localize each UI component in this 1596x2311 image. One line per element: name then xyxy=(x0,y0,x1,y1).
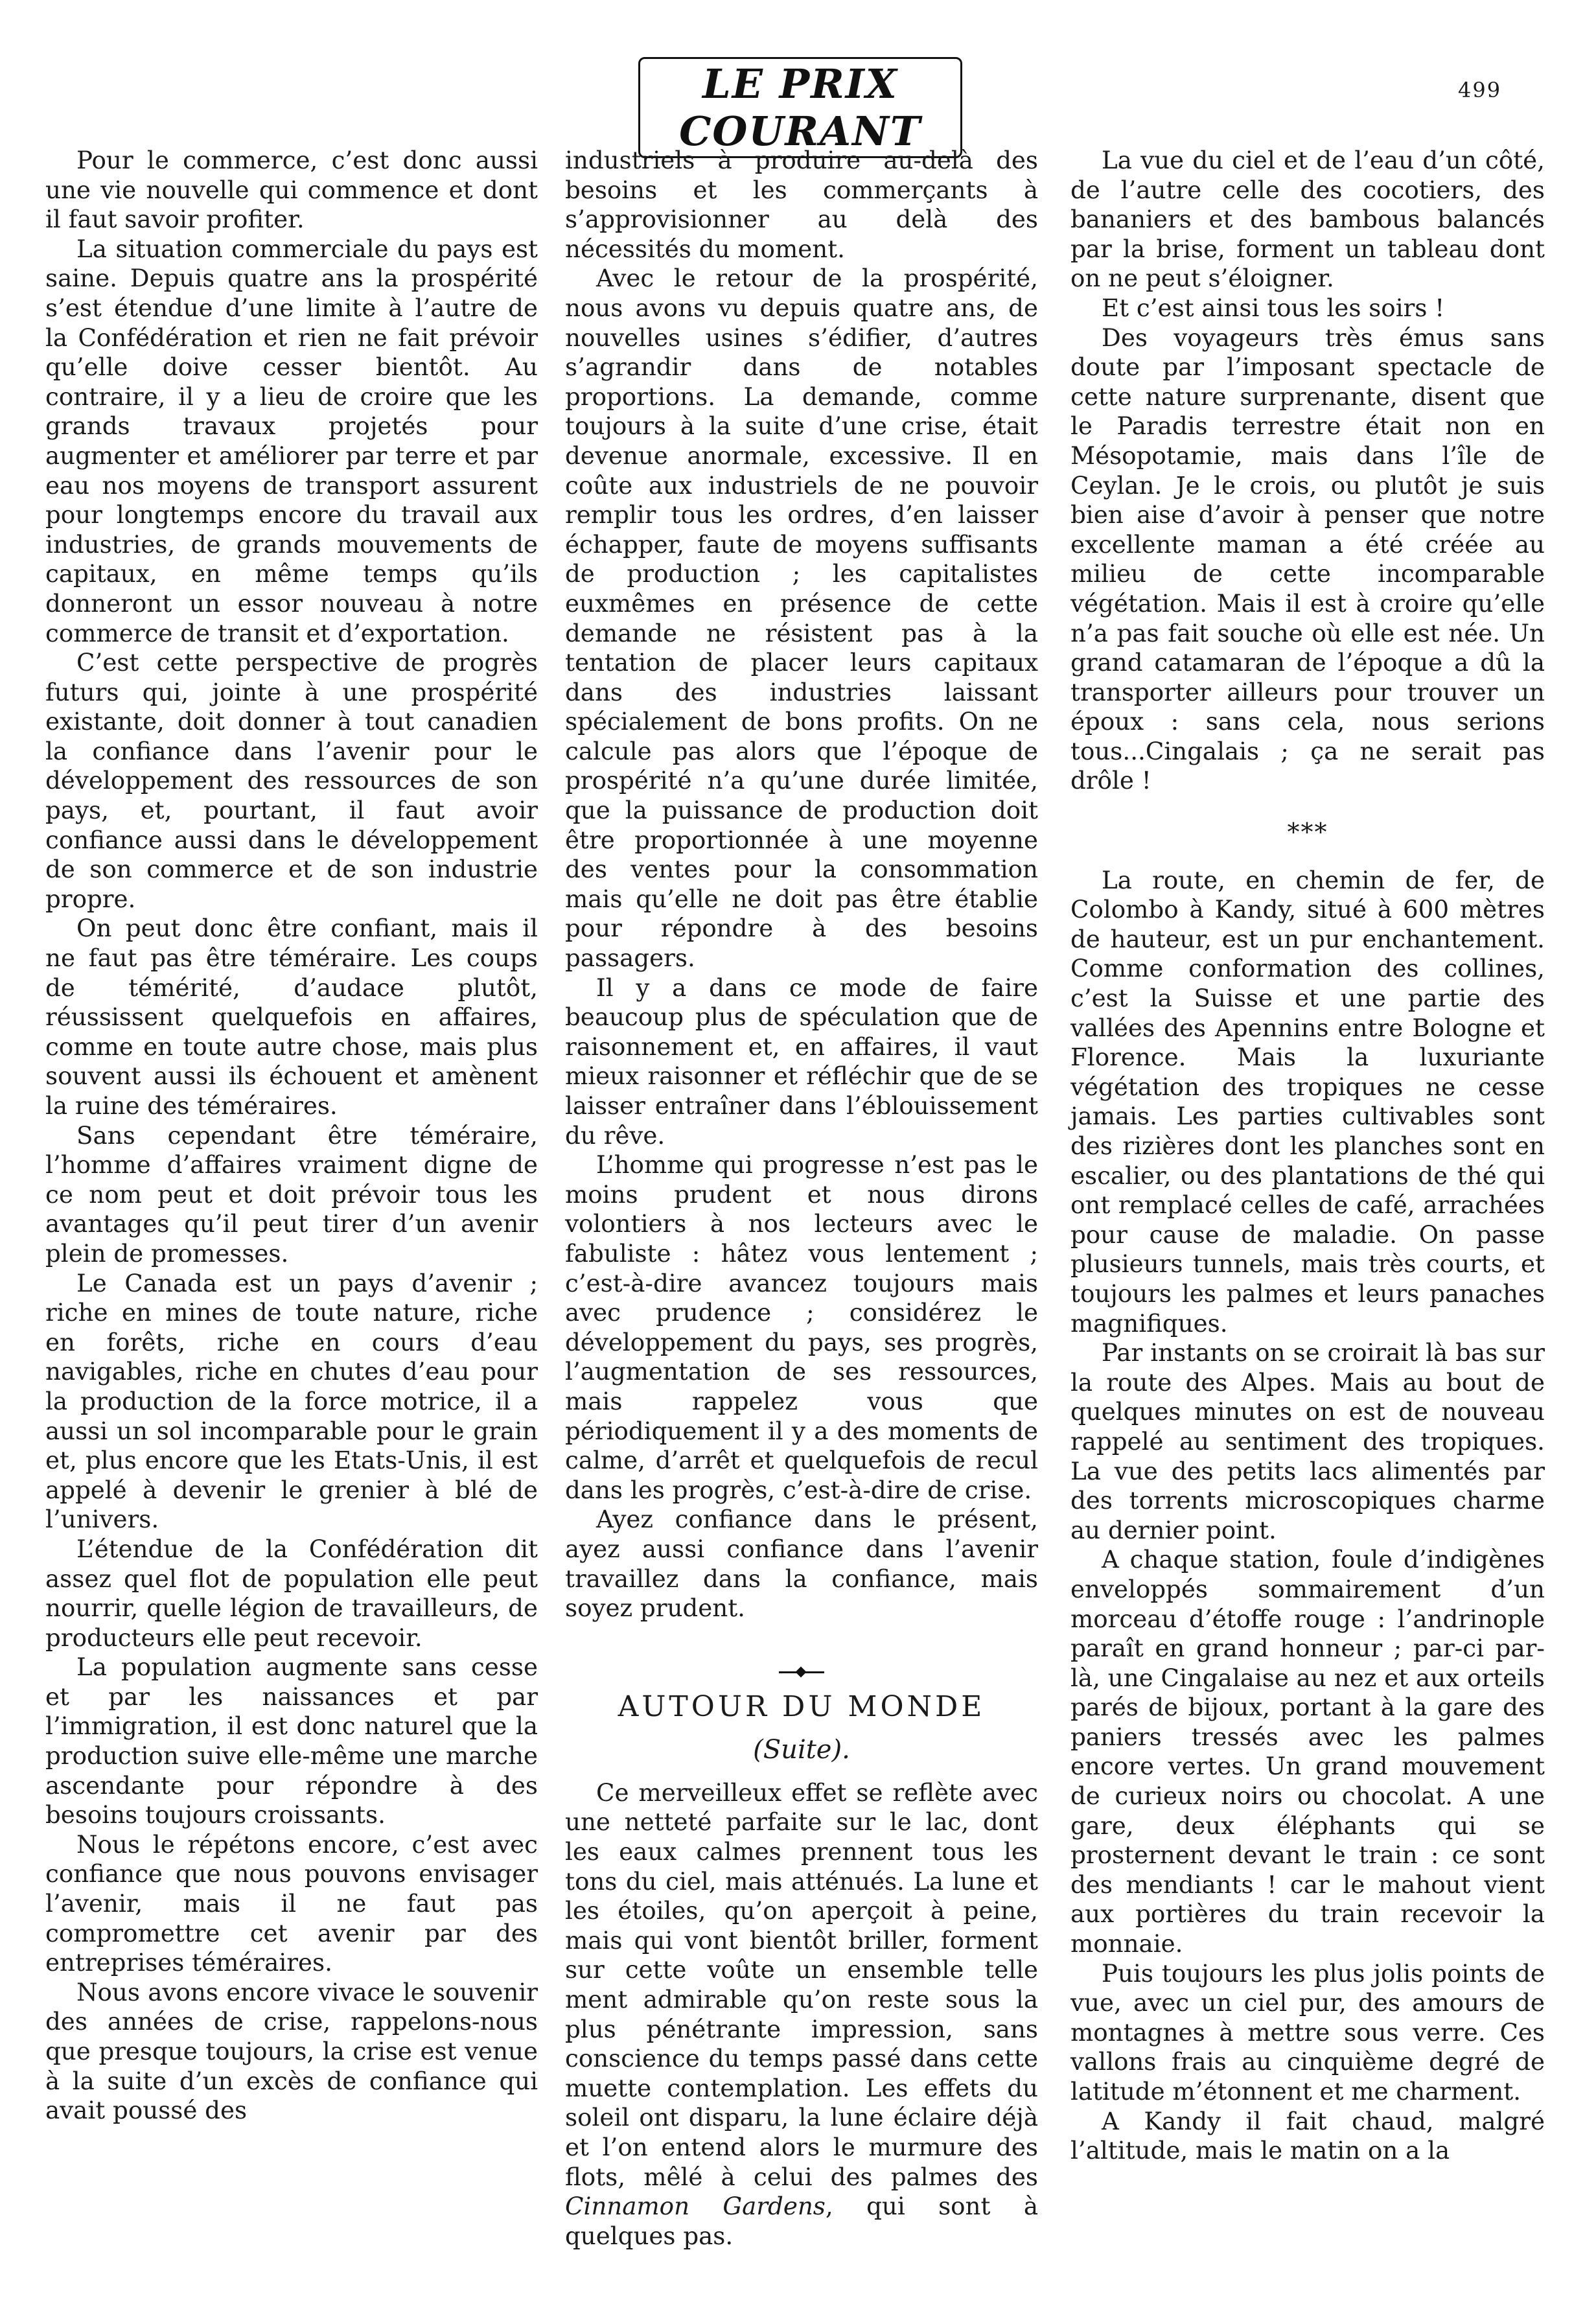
paragraph: industriels à produire au-delà des besoins et les commerçants à s’approvisionner au delà des nécessités du moment. xyxy=(565,146,1038,263)
section-subtitle: (Suite). xyxy=(753,1735,850,1765)
section-divider xyxy=(565,1656,1038,1664)
paragraph: Avec le retour de la prospérité, nous avons vu depuis quatre ans, de nouvelles usines s’édifier, d’autres s’agrandir dans de notables proportions. La demande, comme toujours à la suite d’une crise, était devenue anormale, excessive. Il en coûte aux industriels de ne pouvoir remplir tous les ordres, d’en laisser échapper, faute de moyens suffisants de production ; les capitalistes euxmêmes en présence de cette demande ne résistent pas à la tentation de placer leurs capitaux dans des industries laissant spécialement de bons profits. On ne calcule pas alors que l’époque de prospérité n’a qu’une durée limitée, que la puissance de production doit être proportionnée à une moyenne des ventes pour la consommation mais qu’elle ne doit pas être établie pour répondre à des besoins passagers. xyxy=(565,264,1038,973)
page-number: 499 xyxy=(1458,78,1502,102)
paragraph: Le Canada est un pays d’avenir ; riche en mines de toute nature, riche en forêts, riche en cours d’eau navigables, riche en chutes d’eau pour la production de la force motrice, il a aussi un sol incomparable pour le grain et, plus encore que les Etats-Unis, il est appelé à devenir le grenier à blé de l’univers. xyxy=(45,1268,538,1534)
asterism: *** xyxy=(1287,818,1328,847)
paragraph-text: , qui sont à quelques pas. xyxy=(565,2192,1038,2250)
paragraph xyxy=(565,1778,1038,2251)
paragraph: Ayez confiance dans le présent, ayez aussi confiance dans l’avenir travaillez dans la confiance, mais soyez prudent. xyxy=(565,1505,1038,1623)
paragraph: A chaque station, foule d’indigènes enveloppés sommairement d’un morceau d’étoffe rouge : l’andrinople paraît en grand honneur ; par-ci par-là, une Cingalaise au nez et aux orteils parés de bijoux, portant à la gare des paniers tressés avec les palmes encore vertes. Un grand mouvement de curieux noirs ou chocolat. A une gare, deux éléphants qui se prosternent devant le train : ce sont des mendiants ! car le mahout vient aux portières du train recevoir la monnaie. xyxy=(1070,1545,1545,1958)
paragraph: Par instants on se croirait là bas sur la route des Alpes. Mais au bout de quelques minutes on est de nouveau rappelé au sentiment des tropiques. La vue des petits lacs alimentés par des torrents microscopiques charme au dernier point. xyxy=(1070,1338,1545,1544)
column-left xyxy=(45,146,538,2126)
masthead xyxy=(638,57,962,155)
paragraph: Sans cependant être téméraire, l’homme d’affaires vraiment digne de ce nom peut et doit prévoir tous les avantages qu’il peut tirer d’un avenir plein de promesses. xyxy=(45,1121,538,1268)
paragraph: Et c’est ainsi tous les soirs ! xyxy=(1102,293,1445,322)
paragraph: Nous le répétons encore, c’est avec confiance que nous pouvons envisager l’avenir, mais il ne faut pas compromettre cet avenir par des entreprises téméraires. xyxy=(45,1829,538,1977)
column-right xyxy=(1070,146,1545,2166)
paragraph: La population augmente sans cesse et par les naissances et par l’immigration, il est donc naturel que la production suive elle-même une marche ascendante pour répondre à des besoins toujours croissants. xyxy=(45,1653,538,1829)
place-name: Cinnamon Gardens xyxy=(565,2192,826,2221)
paragraph: La situation commerciale du pays est saine. Depuis quatre ans la prospérité s’est étendue d’une limite à l’autre de la Confédération et rien ne fait prévoir qu’elle doive cesser bientôt. Au contraire, il y a lieu de croire que les grands travaux projetés pour augmenter et améliorer par terre et par eau nos moyens de transport assurent pour longtemps encore du travail aux industries, de grands mouvements de capitaux, en même temps qu’ils donneront un essor nouveau à notre commerce de transit et d’exportation. xyxy=(45,234,538,647)
paragraph: A Kandy il fait chaud, malgré l’altitude, mais le matin on a la xyxy=(1070,2106,1545,2165)
paragraph: Des voyageurs très émus sans doute par l’imposant spectacle de cette nature surprenante, disent que le Paradis terrestre était non en Mésopotamie, mais dans l’île de Ceylan. Je le crois, ou plutôt je suis bien aise d’avoir à penser que notre excellente maman a été créée au milieu de cette incomparable végétation. Mais il est à croire qu’elle n’a pas fait souche où elle est née. Un grand catamaran de l’époque a dû la transporter ailleurs pour trouver un époux : sans cela, nous serions tous...Cingalais ; ça ne serait pas drôle ! xyxy=(1070,323,1545,795)
paragraph: C’est cette perspective de progrès futurs qui, jointe à une prospérité existante, doit donner à tout canadien la confiance dans l’avenir pour le développement des ressources de son pays, et, pourtant, il faut avoir confiance aussi dans le développement de son commerce et de son industrie propre. xyxy=(45,648,538,913)
paragraph: La vue du ciel et de l’eau d’un côté, de l’autre celle des cocotiers, des bananiers et des bambous balancés par la brise, forment un tableau dont on ne peut s’éloigner. xyxy=(1070,146,1545,293)
paragraph: La route, en chemin de fer, de Colombo à Kandy, situé à 600 mètres de hauteur, est un pur enchantement. Comme conformation des collines, c’est la Suisse et une partie des vallées des Apennins entre Bologne et Florence. Mais la luxuriante végétation des tropiques ne cesse jamais. Les parties cultivables sont des rizières dont les planches sont en escalier, ou des plantations de thé qui ont remplacé celles de café, arrachées pour cause de maladie. On passe plusieurs tunnels, mais très courts, et toujours les palmes et leurs panaches magnifiques. xyxy=(1070,865,1545,1338)
paragraph: Nous avons encore vivace le souvenir des années de crise, rappelons-nous que presque toujours, la crise est venue à la suite d’un excès de confiance qui avait poussé des xyxy=(45,1977,538,2125)
paragraph: L’homme qui progresse n’est pas le moins prudent et nous dirons volontiers à nos lecteurs avec le fabuliste : hâtez vous lentement ; c’est-à-dire avancez toujours mais avec prudence ; considérez le développement du pays, ses progrès, l’augmentation de ses ressources, mais rappelez vous que périodiquement il y a des moments de calme, d’arrêt et quelquefois de recul dans les progrès, c’est-à-dire de crise. xyxy=(565,1150,1038,1504)
paragraph: On peut donc être confiant, mais il ne faut pas être téméraire. Les coups de témérité, d’audace plutôt, réussissent quelquefois en affaires, comme en toute autre chose, mais plus souvent aussi ils échouent et amènent la ruine des téméraires. xyxy=(45,914,538,1120)
paragraph-text: Ce merveilleux effet se reflète avec une netteté parfaite sur le lac, dont les eaux calmes prennent tous les tons du ciel, mais atténués. La lune et les étoiles, qu’on aperçoit à peine, mais qui vont bientôt briller, forment sur cette voûte un ensemble telle ment admirable qu’on reste sous la plus pénétrante impression, sans conscience du temps passé dans cette muette contemplation. Les effets du soleil ont disparu, la lune éclaire déjà et l’on entend alors le murmure des flots, mêlé à celui des palmes des xyxy=(565,1778,1038,2191)
paragraph: Il y a dans ce mode de faire beaucoup plus de spéculation que de raisonnement et, en affaires, il vaut mieux raisonner et réfléchir que de se laisser entraîner dans l’éblouissement du rêve. xyxy=(565,973,1038,1150)
divider-ornament xyxy=(779,1671,824,1673)
masthead-title: LE PRIX COURANT xyxy=(638,57,962,158)
section-title: AUTOUR DU MONDE xyxy=(618,1690,986,1723)
paragraph: Pour le commerce, c’est donc aussi une vie nouvelle qui commence et dont il faut savoir profiter. xyxy=(45,146,538,234)
paragraph: Puis toujours les plus jolis points de vue, avec un ciel pur, des amours de montagnes à mettre sous verre. Ces vallons frais au cinquième degré de latitude m’étonnent et me charment. xyxy=(1070,1958,1545,2106)
column-middle xyxy=(565,146,1038,2251)
paragraph: L’étendue de la Confédération dit assez quel flot de population elle peut nourrir, quelle légion de travailleurs, de producteurs elle peut recevoir. xyxy=(45,1534,538,1652)
